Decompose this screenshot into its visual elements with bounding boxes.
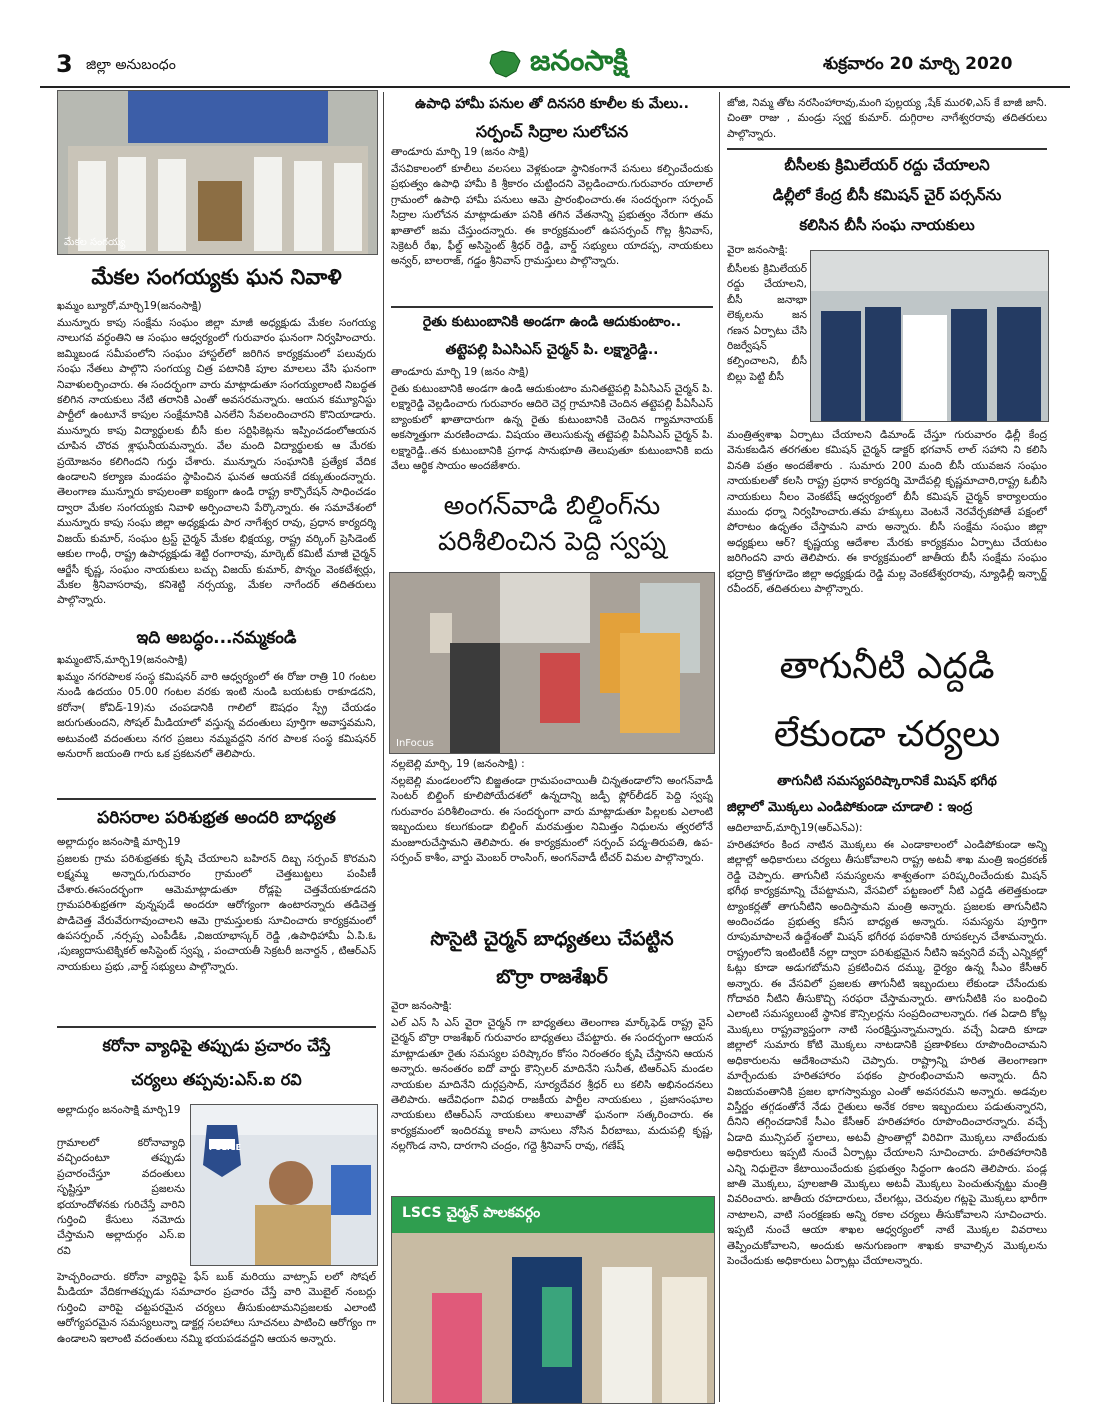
police-officer-illustration — [191, 1105, 377, 1265]
dateline: నల్లబెల్లి మార్చి, 19 (జనంసాక్షి) : — [391, 758, 525, 770]
headline-farmer-1: రైతు కుటుంబానికి అండగా ఉండి ఆదుకుంటాం.. — [422, 314, 682, 330]
dateline: అల్లాదుర్గం జనంసాక్షి మార్చి19 — [57, 1104, 181, 1116]
headline-upadhi-2: సర్పంచ్ సిద్రాల సులోచన — [475, 122, 629, 141]
article-separator — [57, 798, 376, 800]
article-body-bc-narrow: బీసీలకు క్రిమిలేయర్ రద్దు చేయాలని, బీసీ జనాభా లెక్కలను జన గణన ఏర్పాటు చేసి రిజర్వేషన్ కల్పించాలని, బీసీ బిల్లు పెట్టి బీసీ — [727, 263, 807, 383]
article-body-corona-narrow: గ్రామాలలో కరోనావ్యాధి వచ్చిందంటూ తప్పుడు ప్రచారంచేస్తూ వదంతులు సృష్టిస్తూ ప్రజలను భయాందోళనకు గురిచేస్తే వారిని గుర్తించి కేసులు నమోదు చేస్తామని అల్లాదుర్గం ఎస్.ఐ రవి — [57, 1137, 185, 1257]
headline-corona-1: కరోనా వ్యాధిపై తప్పుడు ప్రచారం చేస్తే — [102, 1036, 331, 1055]
headline-bc-3: కలిసిన బీసీ సంఘ నాయకులు — [799, 216, 975, 234]
headline-bc-1: బీసీలకు క్రిమిలేయర్ రద్దు చేయాలని — [784, 156, 990, 174]
headline-water-2: లేకుండా చర్యలు — [773, 714, 1001, 755]
felicitation-illustration — [392, 1197, 714, 1403]
group-photo-illustration — [58, 91, 377, 254]
dateline: ఖమ్మంటౌన్,మార్చి19(జనంసాక్షి) — [57, 654, 188, 666]
dateline: ఆదిలాబాద్,మార్చి19(ఆర్ఎన్ఎ): — [727, 822, 863, 834]
dateline: తాండూరు మార్చి 19 (జనం సాక్షి) — [391, 146, 529, 158]
headline-bc-2: డిల్లీలో కేంద్ర బీసీ కమిషన్ చైర్ పర్సన్‌ను — [772, 186, 1002, 204]
dateline: వైరా జనంసాక్షి: — [727, 244, 788, 256]
article-photo-anganwadi — [389, 572, 715, 754]
headline-upadhi-1: ఉపాధి హామీ పనుల తో దినసరి కూలీల కు మేలు.. — [415, 96, 689, 112]
article-body-upadhi: వేసవికాలంలో కూలీలు వలసలు వెళ్లకుండా స్థానికంగానే పనులు కల్పించేందుకు ప్రభుత్వం ఉపాధి హామీ కి శ్రీకారం చుట్టిందని వెల్లడించారు.గురువారం యాలాల్ గ్రామంలో ఉపాధి హామీ పనులు ఆమె ప్రారంభించారు.ఈ సందర్భంగా సర్పంచ్ సిద్రాల సులోచన మాట్లాడుతూ పనికి తగిన వేతనాన్ని ప్రభుత్వం నేరుగా తమ ఖాతాలో జమ చేస్తుందన్నారు. ఈ కార్యక్రమంలో ఉపసర్పంచ్ గొల్ల శ్రీనివాస్, సెక్రెటరీ రేఖ, ఫీల్డ్ అసిస్టెంట్ శ్రీధర్ రెడ్డి, వార్డ్ సభ్యులు యాదప్ప, నాయకులు అన్వర్, బాలరాజ్, గడ్డం శ్రీనివాస్ గ్రామస్తులు పాల్గొన్నారు. — [391, 163, 713, 268]
article-body-society: ఎల్ ఎస్ సి ఎస్ వైరా చైర్మన్ గా బాధ్యతలు తెలంగాణ మార్క్‌ఫెడ్ రాష్ట్ర వైస్ చైర్మన్ బొర్రా రాజశేఖర్ గురువారం బాధ్యతలు చేపట్టారు. ఈ సందర్భంగా ఆయన మాట్లాడుతూ రైతు సమస్యల పరిష్కారం కోసం నిరంతరం కృషి చేస్తానని ఆయన అన్నారు. అనంతరం ఐదో వార్డు కౌన్సిలర్ మాదినేని సునీత, టిఆర్ఎస్ మండల నాయకుల మాదినేని దుర్గప్రసాద్, సూర్యదేవర శ్రీధర్ లు కలిసి అభినందనలు తెలిపారు. ఆదేవిధంగా వివిధ రాజకీయ పార్టీల నాయకులు , ప్రజాసంఘాల నాయకులు టిఆర్ఎస్ నాయకులు శాలువాతో ఘనంగా సత్కరించారు. ఈ కార్యక్రమంలో ఇందిరమ్మ కాలనీ వాసులు నోసిన వీరబాబు, మదుపల్లి కృష్ణ, నల్లగొండ నాని, దారగాని చంద్రం, గద్దె శ్రీనివాస్ రావు, గణేష్ — [391, 1017, 713, 1153]
headline-anganwadi-2: పరిశీలించిన పెద్ది స్వప్న — [438, 527, 666, 557]
headline-anganwadi-1: అంగన్‌వాడి బిల్డింగ్‌ను — [443, 491, 661, 521]
headline-society-1: సొసైటి చైర్మన్ బాధ్యతలు చేపట్టిన — [430, 928, 674, 950]
police-badge-text: POLICE — [209, 1143, 242, 1152]
headline-society-2: బొర్రా రాజశేఖర్ — [496, 966, 608, 988]
article-separator — [391, 306, 713, 308]
article-continuation: జోజి, నిమ్మ తోట నరసింహారావు,మంగి పుల్లయ్య ,షేక్ మురళి,ఎస్ కే బాజీ జానీ. చింతా రాజు , మండ్రు స్వర్ణ కుమార్. దుగ్గిరాల నాగేశ్వరరావు తదితరులు పాల్గొన్నారు. — [727, 97, 1047, 140]
headline-cleanliness: పరిసరాల పరిశుభ్రత అందరి బాధ్యత — [97, 808, 336, 828]
dateline: తాండూరు మార్చి 19 (జనం సాక్షి) — [391, 366, 529, 378]
article-photo-police — [190, 1104, 378, 1266]
headline-farmer-2: తట్టెపల్లి పిఎసిఎస్ చైర్మన్ పి. లక్ష్మారెడ్డి.. — [445, 342, 659, 358]
article-body-corona: హెచ్చరించారు. కరోనా వ్యాధిపై ఫేస్ బుక్ మరియు వాట్సాప్ లలో సోషల్ మీడియా వేదికగాతప్పుడు సమాచారం ప్రచారం చేస్తే వారి మొబైల్ నంబర్లు గుర్తించి వారిపై చట్టపరమైన చర్యలు తీసుకుంటామనిప్రజలకు ఎలాంటి ఆరోగ్యపరమైన సమస్యలున్నా డాక్టర్ల సలహాలు సూచనలు పాటించి ఆరోగ్యం గా ఉండాలని ఇలాంటి వదంతులు నమ్మి భయపడవద్దని ఆయన అన్నారు. — [57, 1271, 376, 1345]
banner-text: LSCS చైర్మన్ పాలకవర్గం — [402, 1205, 541, 1221]
article-body-anganwadi: నల్లబెల్లి మండలంలోని బిజ్జతండా గ్రామపంచాయితీ చిన్నతండాలోని అంగన్‌వాడీ సెంటర్ బిల్డింగ్ కూలిపోయేదశలో ఉన్నదాన్ని జడ్పీ ఫ్లోర్‌లీడర్ పెద్ది స్వప్న గురువారం పరిశీలించారు. ఈ సందర్భంగా వారు మాట్లాడుతూ పిల్లలకు ఎలాంటి ఇబ్బందులు కలుగకుండా బిల్డింగ్ మరమత్తుల నిమిత్తం నిధులను త్వరలోనే మంజూరుచేస్తామని తెలిపారు. ఈ కార్యక్రమంలో సర్పంచ్ పద్మ-తిరుపతి, ఉప-సర్పంచ్ కాశీం, వార్డు మెంబర్ రాంసింగ్, అంగన్‌వాడీ టీచర్ విమల పాల్గొన్నారు. — [391, 775, 713, 865]
headline-corona-2: చర్యలు తప్పవు:ఎస్.ఐ రవి — [131, 1070, 302, 1089]
subhead-water-1: తాగునీటి సమస్యపరిష్కారానికే మిషన్ భగీథ — [777, 774, 997, 789]
article-body-cleanliness: ప్రజలకు గ్రామ పరిశుభ్రతకు కృషి చేయాలని బహిరన్ దిబ్బ సర్పంచ్ కొరమని లక్ష్మమ్మ అన్నారు,గురువారం గ్రామంలో చెత్తబుట్టలు పంపిణీ చేశారు.ఈసందర్భంగా ఆమెమాట్లాడుతూ రోడ్లపై చెత్తవేయకూడదని గ్రామపరిశుభ్రతగా వున్నపుడే అందరూ ఆరోగ్యంగా ఉంటారన్నారు తడిచెత్త పొడిచెత్త వేరువేరుగావుంచాలని ఆమె గ్రామస్తులకు సూచించారు కార్యక్రమంలో ఉపసర్పంచ్ ,నర్సప్ప ఎంపీడీఓ ,విజయాభాస్కర్ రెడ్డి ,ఉపాధిహామీ ఏ.పి.ఓ ,పుణ్యదాసుటెక్నికల్ అసిస్టెంట్ స్వప్న , పంచాయతీ సెక్రటరీ జనార్దన్ , టిఆర్ఎస్ నాయకులు ప్రభు ,వార్డ్ సభ్యులు పాల్గొన్నారు. — [57, 853, 376, 973]
dateline: అల్లాదుర్గం జనంసాక్షి మార్చి19 — [57, 836, 181, 848]
column-rule-1 — [383, 92, 384, 1402]
article-body-rumor: ఖమ్మం నగరపాలక సంస్థ కమిషనర్ వారి ఆధ్వర్యంలో ఈ రోజు రాత్రి 10 గంటల నుండి ఉదయం 05.00 గంటల వరకు ఇంటి నుండి బయటకు రాకూడదని, కరోనా( కోవిడ్-19)ను చంపడానికి గాలిలో ఔషధం స్ప్రే చేయడం జరుగుతుందని, సోషల్ మీడియాలో వస్తున్న వదంతులు పూర్తిగా అవాస్తవమని, అటువంటి వదంతులు నగర ప్రజలు నమ్మవద్దని నగర పాలక సంస్థ కమిషనర్ అనురాగ్ జయంతి గారు ఒక ప్రకటనలో తెలిపారు. — [57, 671, 376, 761]
article-body-bc: మంత్రిత్వశాఖ ఏర్పాటు చేయాలని డిమాండ్ చేస్తూ గురువారం ఢిల్లీ కేంద్ర వెనుకబడిన తరగతుల కమిషన్ చైర్మన్ డాక్టర్ భగవాన్ లాల్ సహాని ని కలిసి వినతి పత్రం అందజేశారు . సుమారు 200 మంది బీసీ యువజన సంఘం నాయకులతో కలసి రాష్ట్ర ప్రధాన కార్యదర్శి మోదేపల్లి కృష్ణమాచారి,రాష్ట్ర ఓబీసి నాయకులు నీలం వెంకటేష్ ఆధ్వర్యంలో బీసీ కమిషన్ చైర్మన్ కార్యాలయం ముందు ధర్నా నిర్వహించారు.తమ హక్కులు వెంటనే నెరవేర్చకపోతే పక్షంలో పోరాటం ఉధృతం చేస్తామని వారు అన్నారు. బీసీ సంక్షేమ సంఘం జిల్లా అధ్యక్షులు ఆర్? కృష్ణయ్య ఆదేశాల మేరకు కార్యక్రమం ఏర్పాటు చేయటం జరిగిందని వారు తెలిపారు. ఈ కార్యక్రమంలో జాతీయ బీసీ సంక్షేమ సంఘం భద్రాద్రి కొత్తగూడెం జిల్లా అధ్యక్షుడు రెడ్డి మల్ల వెంకటేశ్వరరావు, న్యూఢిల్లీ ఇన్చార్జ్ రవీందర్, తదితరులు పాల్గొన్నారు. — [727, 429, 1047, 596]
article-separator — [727, 148, 1047, 150]
article-separator — [57, 1026, 376, 1028]
headline-rumor-denial: ఇది అబద్ధం...నమ్మకండి — [136, 628, 297, 648]
masthead-title: జనంసాక్షి — [530, 44, 628, 77]
subhead-water-2: జిల్లాలో మొక్కలు ఎండిపోకుండా చూడాలి : ఇంద్ర — [727, 800, 973, 815]
section-label: జిల్లా అనుబంధం — [86, 57, 176, 73]
headline-mekala-tribute: మేకల సంగయ్యకు ఘన నివాళి — [91, 265, 342, 289]
page-date: శుక్రవారం 20 మార్చి 2020 — [823, 54, 1013, 74]
photo-watermark: InFocus — [396, 738, 434, 749]
headline-water-1: తాగునీటి ఎద్దడి — [779, 646, 995, 687]
page-number: 3 — [56, 50, 73, 78]
photo-caption: మేకల సంగయ్య — [64, 237, 126, 248]
header-rule — [40, 86, 1070, 88]
article-photo-society — [391, 1196, 715, 1404]
dateline: వైరా జనంసాక్షి: — [391, 1000, 452, 1012]
masthead — [488, 44, 628, 84]
dateline: ఖమ్మం బ్యూరో,మార్చి19(జనంసాక్షి) — [57, 300, 202, 312]
column-rule-2 — [719, 92, 720, 1402]
article-body-farmer: రైతు కుటుంబానికి అండగా ఉండి ఆదుకుంటాం మనితట్టెపల్లి పిఏసిఎస్ చైర్మన్ పి. లక్ష్మారెడ్డి వెల్లడించారు గురువారం ఆదిరె చెర్ల గ్రామానికి చెందిన తట్టెపల్లి పీఏసీఎస్ బ్యాంకులో ఖాతాదారుగా ఉన్న రైతు కుటుంబానికి చెందిన గ్యామానాయక్ అకస్మాత్తుగా మరణించాడు. విషయం తెలుసుకున్న తట్టెపల్లి పిఏసిఎస్ చైర్మన్ పి. లక్ష్మారెడ్డి..తన కుటుంబానికి ప్రగాఢ సానుభూతి తెలుపుతూ కుటుంబానికి ఐదు వేలు ఆర్థిక సాయం అందజేశారు. — [391, 383, 713, 473]
article-photo-memorial — [57, 90, 378, 255]
delegation-illustration — [811, 251, 1048, 421]
article-photo-bc-delegation — [810, 250, 1049, 422]
article-body-water: హరితహారం కింద నాటిన మొక్కలు ఈ ఎండాకాలంలో ఎండిపోకుండా అన్ని జిల్లాల్లో అధికారులు చర్యలు తీసుకోవాలని రాష్ట్ర అటవీ శాఖ మంత్రి ఇంద్రకరణ్ రెడ్డి చెప్పారు. తాగునీటి సమస్యలను శాశ్వతంగా పరిష్కరించేందుకు మిషన్ భగీథ కార్యక్రమాన్ని చేపట్టామని, వేసవిలో పట్టణంలో నీటి ఎద్దడి తలెత్తకుండా ట్యాంకర్లతో తాగునీటిని అందిస్తామని మంత్రి అన్నారు. ప్రజలకు తాగునీటిని అందించడం ప్రభుత్వ కనీస బాధ్యత అన్నారు. సమస్యను పూర్తిగా రూపుమాపాలనే ఉద్దేశంతో మిషన్ భగీరథ పథకానికి రూపకల్పన చేశామన్నారు. రాష్ట్రంలోని ఇంటింటికీ నల్లా ద్వారా పరిశుభ్రమైన నీటిని ఇవ్వనిదే వచ్చే ఎన్నికల్లో ఓట్లు కూడా అడుగబోమని ప్రకటించిన దమ్ము, ధైర్యం ఉన్న సీఎం కేసీఆర్ అన్నారు. ఈ వేసవిలో ప్రజలకు తాగునీటి ఇబ్బందులు లేకుండా చేసేందుకు గోదావరి నీటిని తీసుకొచ్చి సరఫరా చేస్తామన్నారు. తాగునీటికి సం బంధించి ఎలాంటి సమస్యలుంటే స్థానిక కౌన్సిలర్లను సంప్రదించాలన్నారు. గత ఏడాది కోట్ల మొక్కలు రాష్ట్రవ్యాప్తంగా నాటి సంరక్షిస్తున్నామన్నారు. వచ్చే ఏడాది కూడా జిల్లాలో సుమారు కోటి మొక్కలు నాటడానికి ప్రణాళికలు రూపొందించామని అధికారులను ఆదేశించామని చెప్పారు. రాష్ట్రాన్ని హరిత తెలంగాణగా మార్చేందుకు హరితహారం పథకం ప్రారంభించామని అన్నారు. దీని విజయవంతానికి ప్రజల భాగస్వామ్యం ఎంతో అవసరమని అన్నారు. అడవుల విస్తీర్ణం తగ్గడంతోనే నేడు రైతులు అనేక రకాల ఇబ్బందులు పడుతున్నారని, దీనిని తగ్గించడానికే సీఎం కేసీఆర్ హరితహారం రూపొందించారన్నారు. వచ్చే ఏడాది మున్సిపల్ స్థలాలు, అటవీ ప్రాంతాల్లో విరివిగా మొక్కలు నాటేందుకు అధికారులు ఇప్పటి నుంచే ఏర్పాట్లు చేయాలని సూచించారు. హరితహారానికి ఎన్ని నిధులైనా కేటాయించేందుకు ప్రభుత్వం సిద్ధంగా ఉందని తెలిపారు. పండ్ల జాతి మొక్కలు, పూలజాతి మొక్కలు అటవీ మొక్కలు పెంచుతున్నట్టు మంత్రి వివరించారు. జాతీయ రహదారులు, చేలగట్లు, చెరువుల గట్లపై మొక్కలు భారీగా నాటాలని, వాటి సంరక్షణకు అన్ని రకాల చర్యలు తీసుకోవాలని సూచించారు. ఇప్పటి నుంచే ఆయా శాఖల ఆధ్వర్యంలో నాటే మొక్కల వివరాలు తెప్పించుకోవాలని, అందుకు అనుగుణంగా శాఖకు కావాల్సిన మొక్కలను పెంచేందుకు అధికారులు ఏర్పాట్లు చేయాలన్నారు. — [727, 839, 1047, 1267]
anganwadi-visit-illustration — [390, 573, 714, 753]
article-body-mekala: మున్నూరు కాపు సంక్షేమ సంఘం జిల్లా మాజీ అధ్యక్షుడు మేకల సంగయ్య నాలుగవ వర్ధంతిని ఆ సంఘం ఆధ్వర్యంలో గురువారం ఘనంగా నిర్వహించారు. జమ్మిబండ సమీపంలోని సంఘం హాస్టల్‌లో జరిగిన కార్యక్రమంలో పలువురు సంఘ నేతలు పాల్గొని సంగయ్య చిత్ర పటానికి పూల మాలలు వేసి ఘనంగా నివాళులర్పించారు. ఈ సందర్భంగా వారు మాట్లాడుతూ సంగయ్యలాంటి నిబద్ధత కలిగిన నాయకులు నేటి తరానికి ఎంతో అవసరమన్నారు. ఆయన కమ్యూనిస్టు పార్టీలో ఉంటూనే కాపుల సంక్షేమానికి ఎనలేని సేవలందించారని కొనియాడారు. మున్నూరు కాపు విద్యార్థులకు బీసీ కుల సర్టిఫికెట్లను ఇప్పించడంలోఆయన చూపిన చొరవ శ్లాఘనీయమన్నారు. వేల మంది విద్యార్థులకు ఆ మేరకు ప్రయోజనం కలిగిందని గుర్తు చేశారు. మున్నూరు సంఘానికి ప్రత్యేక వేదిక ఉండాలని కల్యాణ మండపం స్థాపించిన ఘనత ఆయనకే దక్కుతుందన్నారు. తెలంగాణ మున్నూరు కాపులంతా ఐక్యంగా ఉండి రాష్ట్ర కార్పొరేషన్ సాధించడం ద్వారా మేకల సంగయ్యకు నివాళి అర్పించాలని పేర్కొన్నారు. ఈ సమావేశంలో మున్నూరు కాపు సంఘ జిల్లా అధ్యక్షుడు పార నాగేశ్వర రావు, ప్రధాన కార్యదర్శి విజయ్ కుమార్, సంఘం ట్రస్ట్ చైర్మన్ మేకల భిక్షయ్య, రాష్ట్ర వర్కింగ్ ప్రెసిడెంట్ ఆకుల గాంధీ, రాష్ట్ర ఉపాధ్యక్షుడు శెట్టి రంగారావు, మార్కెట్ కమిటీ మాజీ చైర్మన్ ఆర్జేసీ కృష్ణ, సంఘం నాయకులు బచ్చు విజయ్ కుమార్, పొన్నం వెంకటేశ్వర్లు, మేకల శ్రీనివాసరావు, కనిశెట్టి నర్సయ్య, మేకల నాగేందర్ తదితరులు పాల్గొన్నారు. — [57, 317, 376, 607]
telangana-map-logo-icon — [488, 49, 522, 79]
